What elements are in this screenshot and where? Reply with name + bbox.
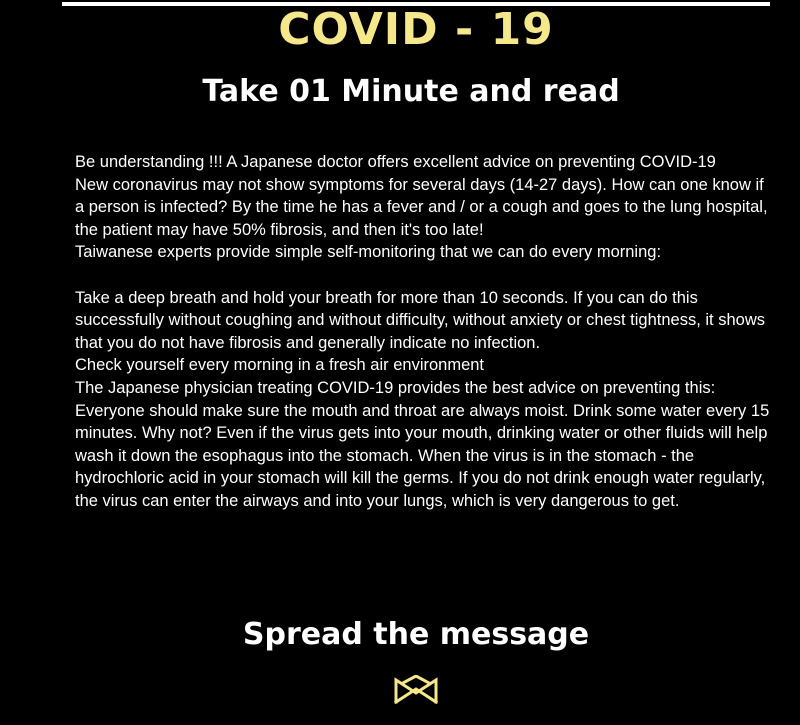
article-paragraph: Taiwanese experts provide simple self-monitoring that we can do every morning: <box>75 243 662 262</box>
article-paragraph: Take a deep breath and hold your breath for more than 10 seconds. If you can do this successfully without coughing and without difficulty, without anxiety or chest tightness, it shows that you do not have fibrosis and generally indicate no infection. <box>75 288 765 352</box>
article-paragraph: New coronavirus may not show symptoms for several days (14-27 days). How can one know if a person is infected? By the time he has a fever and / or a cough and goes to the lung hospital, the patient may have 50% fibrosis, and then it's too late! <box>75 175 768 239</box>
article-body <box>75 151 775 513</box>
call-to-action: Spread the message <box>242 617 590 652</box>
article-paragraph: Check yourself every morning in a fresh air environment <box>75 356 485 375</box>
page-title: COVID - 19 <box>278 4 554 55</box>
ms-monogram-logo-icon <box>393 675 439 705</box>
article-paragraph: The Japanese physician treating COVID-19 provides the best advice on preventing this: <box>75 378 716 397</box>
paragraph-spacer <box>75 264 775 287</box>
article-paragraph: Everyone should make sure the mouth and throat are always moist. Drink some water every 15 minutes. Why not? Even if the virus gets into your mouth, drinking water or other fluids will help wash it down the esophagus into the stomach. When the virus is in the stomach - the hydrochloric acid in your stomach will kill the germs. If you do not drink enough water regularly, the virus can enter the airways and into your lungs, which is very dangerous to get. <box>75 401 770 510</box>
article-paragraph: Be understanding !!! A Japanese doctor offers excellent advice on preventing COVID-19 <box>75 153 716 171</box>
page-subtitle: Take 01 Minute and read <box>202 74 620 109</box>
